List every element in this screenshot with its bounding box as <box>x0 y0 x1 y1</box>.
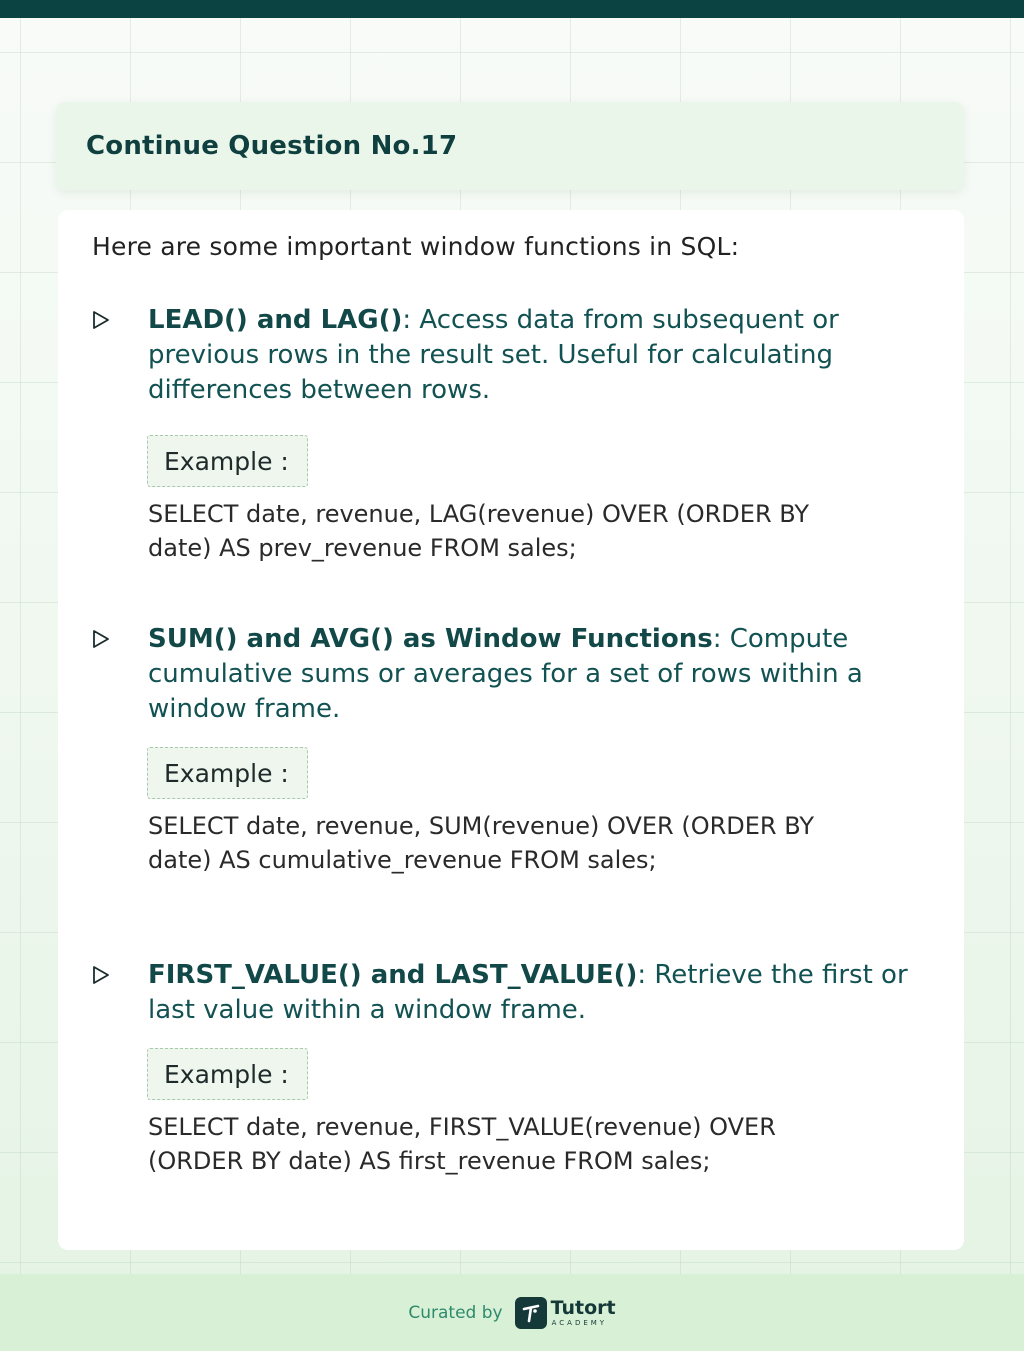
top-bar <box>0 0 1024 18</box>
code-example <box>148 497 928 565</box>
item-detail: : Retrieve the first or last value within a window frame. <box>148 960 908 1025</box>
code-line: (ORDER BY date) AS first_revenue FROM sales; <box>148 1147 711 1175</box>
item-description <box>148 958 928 1028</box>
play-outline-icon <box>91 965 111 985</box>
item-detail: : Access data from subsequent or previous rows in the result set. Useful for calculating differences between rows. <box>148 305 839 405</box>
item-description <box>148 622 928 727</box>
item-detail: : Compute cumulative sums or averages for a set of rows within a window frame. <box>148 624 863 724</box>
footer <box>0 1274 1024 1351</box>
item-term: LEAD() and LAG() <box>148 305 403 335</box>
example-label: Example : <box>147 1048 308 1100</box>
code-example <box>148 809 928 877</box>
page-title: Continue Question No.17 <box>86 131 458 161</box>
intro-text: Here are some important window functions in SQL: <box>92 232 740 261</box>
curated-label: Curated by <box>408 1302 503 1323</box>
code-line: SELECT date, revenue, SUM(revenue) OVER (ORDER BY <box>148 812 815 840</box>
code-line: SELECT date, revenue, LAG(revenue) OVER (ORDER BY <box>148 500 810 528</box>
example-label: Example : <box>147 747 308 799</box>
logo-name: Tutort <box>550 1296 616 1319</box>
logo-wordmark <box>550 1296 616 1327</box>
tutort-logo-icon <box>515 1297 547 1329</box>
play-outline-icon <box>91 629 111 649</box>
play-outline-icon <box>91 310 111 330</box>
item-description <box>148 303 928 408</box>
example-label: Example : <box>147 435 308 487</box>
item-term: SUM() and AVG() as Window Functions <box>148 624 713 654</box>
item-term: FIRST_VALUE() and LAST_VALUE() <box>148 960 638 990</box>
logo-subtitle: ACADEMY <box>551 1318 608 1327</box>
code-line: date) AS prev_revenue FROM sales; <box>148 534 577 562</box>
code-example <box>148 1110 928 1178</box>
code-line: SELECT date, revenue, FIRST_VALUE(revenue) OVER <box>148 1113 776 1141</box>
content-card <box>58 210 964 1250</box>
code-line: date) AS cumulative_revenue FROM sales; <box>148 846 657 874</box>
question-header <box>56 102 964 190</box>
